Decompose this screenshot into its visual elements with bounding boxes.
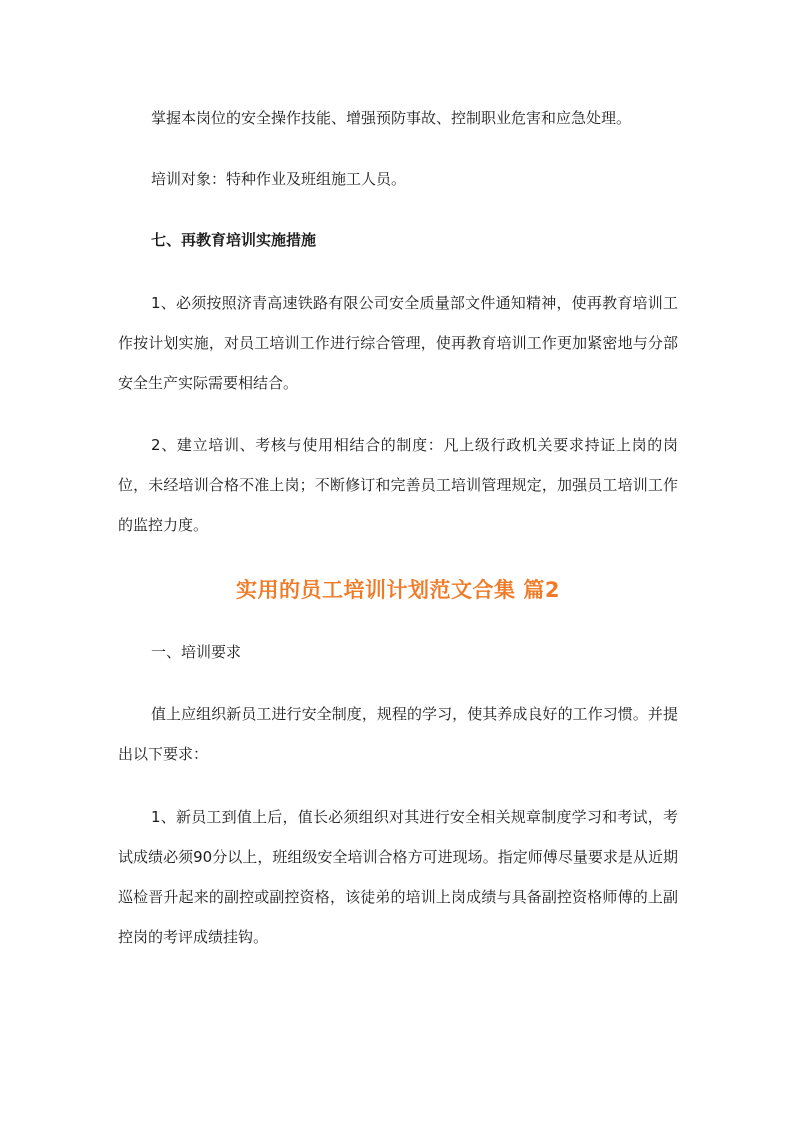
article-title-part-2: 实用的员工培训计划范文合集 篇2: [236, 578, 560, 602]
paragraph-safety-skills: 掌握本岗位的安全操作技能、增强预防事故、控制职业危害和应急处理。: [151, 109, 632, 127]
paragraph-training-target: 培训对象：特种作业及班组施工人员。: [151, 170, 407, 188]
paragraph-requirements-intro: 值上应组织新员工进行安全制度，规程的学习，使其养成良好的工作习惯。并提出以下要求：: [118, 705, 678, 763]
section-heading-requirements: 一、培训要求: [151, 643, 242, 661]
paragraph-measure-1: 1、必须按照济青高速铁路有限公司安全质量部文件通知精神，使再教育培训工作按计划实施，对员工培训工作进行综合管理，使再教育培训工作更加紧密地与分部安全生产实际需要相结合。: [118, 294, 678, 392]
document-page: [118, 0, 678, 1123]
paragraph-measure-2: 2、建立培训、考核与使用相结合的制度：凡上级行政机关要求持证上岗的岗位，未经培训合格不准上岗；不断修订和完善员工培训管理规定，加强员工培训工作的监控力度。: [118, 436, 678, 534]
paragraph-requirement-1: 1、新员工到值上后，值长必须组织对其进行安全相关规章制度学习和考试，考试成绩必须90分以上，班组级安全培训合格方可进现场。指定师傅尽量要求是从近期巡检晋升起来的副控或副控资格，该徒弟的培训上岗成绩与具备副控资格师傅的上副控岗的考评成绩挂钩。: [118, 808, 678, 946]
section-heading-measures: 七、再教育培训实施措施: [151, 231, 317, 249]
